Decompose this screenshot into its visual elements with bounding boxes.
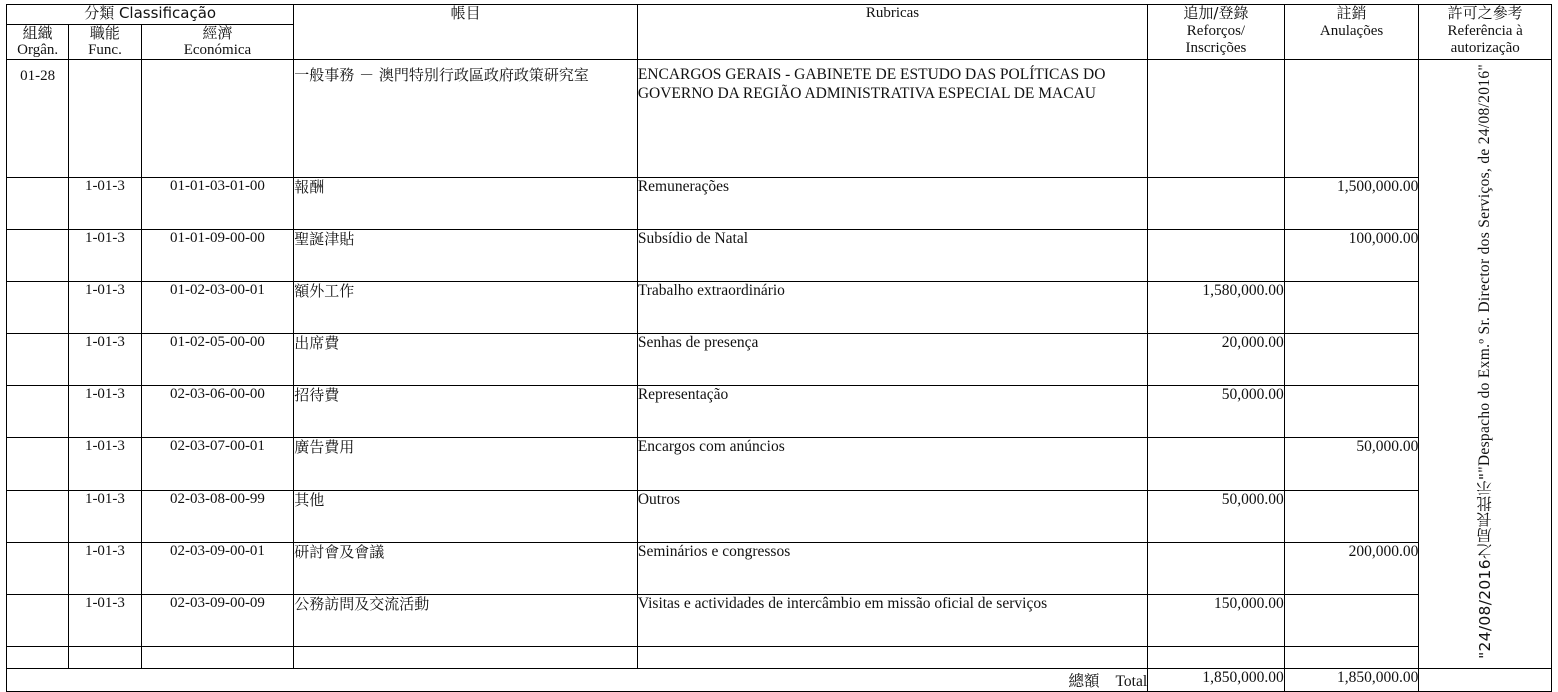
row-func: 1-01-3 bbox=[69, 490, 141, 542]
header-organica-pt: Orgân. bbox=[17, 41, 59, 58]
row-anulacoes bbox=[1284, 594, 1419, 646]
document-page bbox=[0, 4, 1558, 691]
row-reforcos: 50,000.00 bbox=[1148, 490, 1285, 542]
total-reforcos: 1,850,000.00 bbox=[1148, 669, 1285, 692]
table-row bbox=[7, 594, 1552, 646]
row-rubrica: Outros bbox=[637, 490, 1147, 542]
row-account-cn: 出席費 bbox=[294, 334, 638, 386]
row-func: 1-01-3 bbox=[69, 177, 141, 229]
section-header-row bbox=[7, 60, 1552, 177]
row-reforcos: 20,000.00 bbox=[1148, 334, 1285, 386]
header-classification-label: 分類 Classificação bbox=[84, 4, 217, 22]
row-econ: 02-03-07-00-01 bbox=[141, 438, 294, 490]
row-account-cn: 招待費 bbox=[294, 386, 638, 438]
row-account-cn: 報酬 bbox=[294, 177, 638, 229]
table-row bbox=[7, 177, 1552, 229]
row-rubrica: Remunerações bbox=[637, 177, 1147, 229]
row-account-cn: 聖誕津貼 bbox=[294, 229, 638, 281]
row-org bbox=[7, 490, 69, 542]
authorization-text-pt: "Despacho do Exm.º Sr. Director dos Serviços, de 24/08/2016" bbox=[1476, 64, 1494, 473]
section-econ-blank bbox=[141, 60, 294, 177]
header-anulacoes-cn: 註銷 bbox=[1336, 4, 1367, 22]
spacer-anulacoes bbox=[1284, 647, 1419, 669]
row-account-cn: 廣告費用 bbox=[294, 438, 638, 490]
header-row-top bbox=[7, 5, 1552, 25]
table-row bbox=[7, 334, 1552, 386]
spacer-org bbox=[7, 647, 69, 669]
spacer-econ bbox=[141, 647, 294, 669]
row-reforcos bbox=[1148, 438, 1285, 490]
table-row bbox=[7, 542, 1552, 594]
row-org bbox=[7, 594, 69, 646]
header-classification bbox=[7, 5, 294, 25]
row-reforcos bbox=[1148, 229, 1285, 281]
row-econ: 01-02-05-00-00 bbox=[141, 334, 294, 386]
row-econ: 01-01-03-01-00 bbox=[141, 177, 294, 229]
section-title-cn: 一般事務 － 澳門特別行政區政府政策研究室 bbox=[294, 60, 638, 177]
header-economica-pt: Económica bbox=[183, 41, 252, 58]
row-econ: 02-03-09-00-01 bbox=[141, 542, 294, 594]
row-anulacoes bbox=[1284, 281, 1419, 333]
total-label-cn: 總額 bbox=[1068, 672, 1100, 691]
row-anulacoes bbox=[1284, 386, 1419, 438]
row-func: 1-01-3 bbox=[69, 386, 141, 438]
row-econ: 02-03-08-00-99 bbox=[141, 490, 294, 542]
header-organica-cn: 組織 bbox=[22, 23, 53, 42]
row-reforcos bbox=[1148, 542, 1285, 594]
row-func: 1-01-3 bbox=[69, 229, 141, 281]
header-authorization-pt1: Referência à bbox=[1447, 22, 1523, 39]
section-anulacoes-blank bbox=[1284, 60, 1419, 177]
header-reforcos bbox=[1148, 5, 1285, 60]
row-org bbox=[7, 229, 69, 281]
header-reforcos-cn: 追加/登錄 bbox=[1183, 4, 1249, 22]
row-anulacoes: 100,000.00 bbox=[1284, 229, 1419, 281]
section-title-pt: ENCARGOS GERAIS - GABINETE DE ESTUDO DAS POLÍTICAS DO GOVERNO DA REGIÃO ADMINISTRATIVA ESPECIAL DE MACAU bbox=[637, 60, 1147, 177]
row-econ: 02-03-09-00-09 bbox=[141, 594, 294, 646]
row-org bbox=[7, 177, 69, 229]
row-anulacoes: 50,000.00 bbox=[1284, 438, 1419, 490]
budget-table bbox=[6, 4, 1552, 692]
header-authorization-pt2: autorização bbox=[1450, 40, 1520, 57]
header-rubricas: Rubricas bbox=[637, 5, 1147, 60]
section-func-blank bbox=[69, 60, 141, 177]
row-account-cn: 額外工作 bbox=[294, 281, 638, 333]
row-anulacoes bbox=[1284, 334, 1419, 386]
header-reforcos-pt1: Reforços/ bbox=[1186, 22, 1246, 39]
row-org bbox=[7, 386, 69, 438]
header-funcional bbox=[69, 24, 141, 60]
row-econ: 01-01-09-00-00 bbox=[141, 229, 294, 281]
row-rubrica: Representação bbox=[637, 386, 1147, 438]
row-rubrica: Trabalho extraordinário bbox=[637, 281, 1147, 333]
row-func: 1-01-3 bbox=[69, 281, 141, 333]
header-account: 帳目 bbox=[294, 5, 638, 60]
row-func: 1-01-3 bbox=[69, 594, 141, 646]
spacer-reforcos bbox=[1148, 647, 1285, 669]
authorization-cell bbox=[1419, 60, 1552, 669]
header-anulacoes-pt: Anulações bbox=[1319, 22, 1384, 39]
row-org bbox=[7, 281, 69, 333]
table-row bbox=[7, 490, 1552, 542]
header-anulacoes bbox=[1284, 5, 1419, 60]
total-label bbox=[7, 669, 1148, 692]
row-rubrica: Visitas e actividades de intercâmbio em missão oficial de serviços bbox=[637, 594, 1147, 646]
header-economica bbox=[141, 24, 294, 60]
table-row bbox=[7, 281, 1552, 333]
section-reforcos-blank bbox=[1148, 60, 1285, 177]
table-row bbox=[7, 438, 1552, 490]
row-func: 1-01-3 bbox=[69, 438, 141, 490]
row-org bbox=[7, 542, 69, 594]
header-authorization bbox=[1419, 5, 1552, 60]
table-row bbox=[7, 229, 1552, 281]
header-authorization-cn: 許可之參考 bbox=[1447, 4, 1523, 22]
total-anulacoes: 1,850,000.00 bbox=[1284, 669, 1419, 692]
total-row bbox=[7, 669, 1552, 692]
authorization-text bbox=[1477, 60, 1493, 663]
row-rubrica: Seminários e congressos bbox=[637, 542, 1147, 594]
header-funcional-cn: 職能 bbox=[89, 23, 120, 42]
row-reforcos bbox=[1148, 177, 1285, 229]
row-account-cn: 其他 bbox=[294, 490, 638, 542]
header-reforcos-pt2: Inscrições bbox=[1185, 40, 1247, 57]
authorization-text-cn: "24/08/2016之局長批示" bbox=[1476, 472, 1495, 660]
row-reforcos: 150,000.00 bbox=[1148, 594, 1285, 646]
row-rubrica: Encargos com anúncios bbox=[637, 438, 1147, 490]
row-org bbox=[7, 334, 69, 386]
row-account-cn: 公務訪問及交流活動 bbox=[294, 594, 638, 646]
row-econ: 02-03-06-00-00 bbox=[141, 386, 294, 438]
header-funcional-pt: Func. bbox=[88, 41, 122, 58]
row-rubrica: Subsídio de Natal bbox=[637, 229, 1147, 281]
row-account-cn: 研討會及會議 bbox=[294, 542, 638, 594]
total-label-pt: Total bbox=[1115, 673, 1148, 691]
header-economica-cn: 經濟 bbox=[202, 23, 233, 42]
table-row bbox=[7, 386, 1552, 438]
row-func: 1-01-3 bbox=[69, 542, 141, 594]
spacer-account bbox=[294, 647, 638, 669]
row-anulacoes bbox=[1284, 490, 1419, 542]
total-authorization-blank bbox=[1419, 669, 1552, 692]
spacer-row bbox=[7, 647, 1552, 669]
row-econ: 01-02-03-00-01 bbox=[141, 281, 294, 333]
row-org bbox=[7, 438, 69, 490]
row-rubrica: Senhas de presença bbox=[637, 334, 1147, 386]
spacer-rubrica bbox=[637, 647, 1147, 669]
row-anulacoes: 1,500,000.00 bbox=[1284, 177, 1419, 229]
spacer-func bbox=[69, 647, 141, 669]
header-organica bbox=[7, 24, 69, 60]
row-reforcos: 1,580,000.00 bbox=[1148, 281, 1285, 333]
row-anulacoes: 200,000.00 bbox=[1284, 542, 1419, 594]
row-func: 1-01-3 bbox=[69, 334, 141, 386]
row-reforcos: 50,000.00 bbox=[1148, 386, 1285, 438]
section-org-code: 01-28 bbox=[7, 60, 69, 177]
